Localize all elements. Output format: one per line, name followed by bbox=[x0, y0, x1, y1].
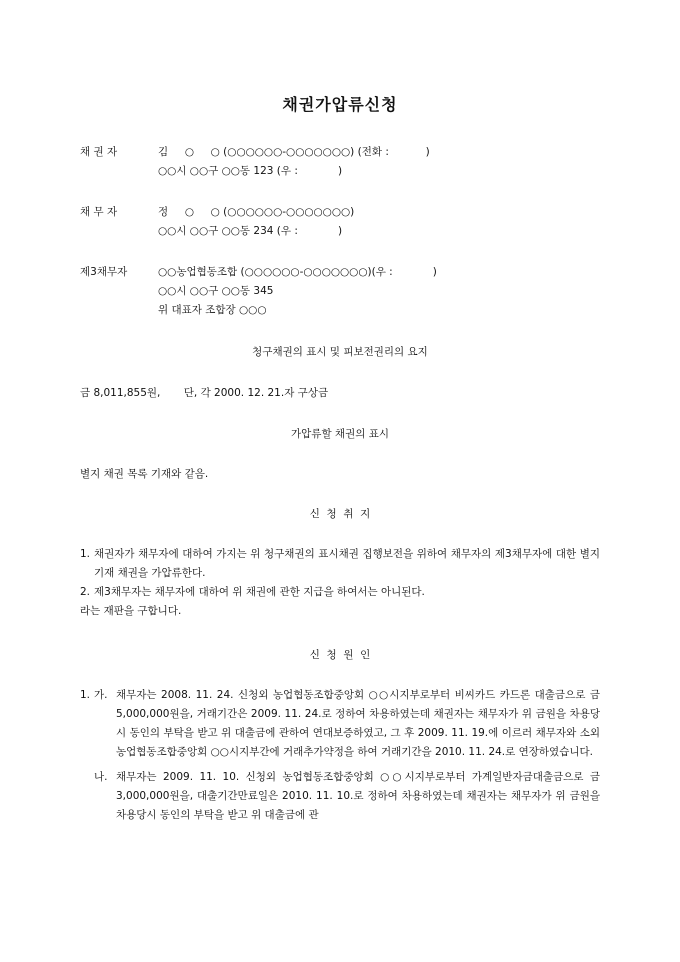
purpose-heading: 신 청 취 지 bbox=[309, 508, 371, 520]
cause-item-number: 1. bbox=[80, 689, 91, 701]
cause-item-na bbox=[80, 768, 600, 825]
cause-na-text: 채무자는 2009. 11. 10. 신청외 농업협동조합중앙회 ○○시지부로부터 가계일반자금대출금으로 금 3,000,000원을, 대출기간만료일은 2010. 11. 10.로 정하여 차용하였는데 채권자는 채무자가 위 금원을 차용당시 동인의 부탁을 받고 위 대출금에 관 bbox=[116, 771, 600, 821]
purpose-item-2 bbox=[80, 583, 600, 602]
third-debtor-address-line: ○○시 ○○구 ○○동 345 bbox=[158, 285, 274, 297]
debtor-address-line: ○○시 ○○구 ○○동 234 (우 : ) bbox=[158, 225, 343, 237]
purpose-body bbox=[80, 545, 600, 621]
cause-na-marker: 나. bbox=[94, 771, 108, 783]
purpose-item-1-text: 채권자가 채무자에 대하여 가지는 위 청구채권의 표시채권 집행보전을 위하여 채무자의 제3채무자에 대한 별지 기재 채권을 가압류한다. bbox=[94, 548, 600, 579]
creditor-name-line: 김 ○ ○ (○○○○○○-○○○○○○○) (전화 : ) bbox=[158, 146, 430, 158]
creditor-section bbox=[80, 143, 620, 181]
debtor-label: 채 무 자 bbox=[80, 206, 118, 218]
purpose-item-2-number: 2. bbox=[80, 586, 91, 598]
cause-heading: 신 청 원 인 bbox=[309, 649, 371, 661]
purpose-closing: 라는 재판을 구합니다. bbox=[80, 605, 182, 617]
debtor-name-line: 정 ○ ○ (○○○○○○-○○○○○○○) bbox=[158, 206, 355, 218]
third-debtor-label: 제3채무자 bbox=[80, 266, 128, 278]
claim-heading: 청구채권의 표시 및 피보전권리의 요지 bbox=[252, 346, 428, 358]
seize-text: 별지 채권 목록 기재와 같음. bbox=[80, 468, 209, 480]
cause-item-ga bbox=[80, 686, 600, 762]
claim-text: 금 8,011,855원, 단, 각 2000. 12. 21.자 구상금 bbox=[80, 387, 329, 399]
debtor-section bbox=[80, 203, 620, 241]
third-debtor-representative-line: 위 대표자 조합장 ○○○ bbox=[158, 304, 267, 316]
purpose-item-2-text: 제3채무자는 채무자에 대하여 위 채권에 관한 지급을 하여서는 아니된다. bbox=[94, 586, 425, 598]
third-debtor-section bbox=[80, 263, 620, 320]
cause-ga-text: 채무자는 2008. 11. 24. 신청외 농업협동조합중앙회 ○○시지부로부터 비씨카드 카드론 대출금으로 금 5,000,000원을, 거래기간은 2009. 11. 24.로 정하여 차용하였는데 채권자는 채무자가 위 금원을 차용당시 동인의 부탁을 받고 위 대출금에 관하여 연대보증하였고, 그 후 2009. 11. 19.에 이르러 채무자와 소외 농업협동조합중앙회 ○○시지부간에 거래추가약정을 하여 거래기간을 2010. 11. 24.로 연장하였습니다. bbox=[116, 689, 600, 758]
cause-body bbox=[80, 686, 600, 825]
third-debtor-name-line: ○○농업협동조합 (○○○○○○-○○○○○○○)(우 : ) bbox=[158, 266, 437, 278]
seize-heading: 가압류할 채권의 표시 bbox=[291, 428, 389, 440]
creditor-label: 채 권 자 bbox=[80, 146, 118, 158]
purpose-item-1-number: 1. bbox=[80, 548, 91, 560]
purpose-item-1 bbox=[80, 545, 600, 583]
cause-ga-marker: 가. bbox=[94, 689, 108, 701]
document-title: 채권가압류신청 bbox=[282, 95, 398, 114]
creditor-address-line: ○○시 ○○구 ○○동 123 (우 : ) bbox=[158, 165, 343, 177]
